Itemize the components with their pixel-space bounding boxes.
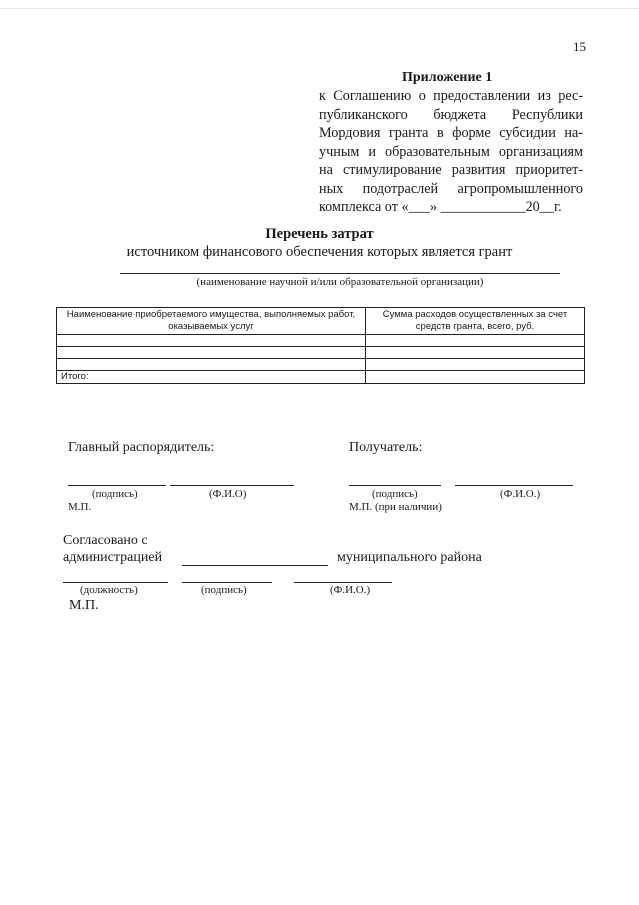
recipient-label: Получатель: xyxy=(349,440,423,455)
table-total-row xyxy=(57,371,585,384)
appendix-line: к Соглашению о предоставлении из рес- xyxy=(319,88,583,104)
table-header-row xyxy=(57,308,585,335)
recipient-fio-caption: (Ф.И.О.) xyxy=(500,488,541,500)
position-line xyxy=(63,582,168,583)
appendix-line: учным и образовательным организациям xyxy=(319,143,583,160)
chief-signature-line xyxy=(68,485,166,486)
appendix-line: Мордовия гранта в форме субсидии на- xyxy=(319,125,583,141)
agreed-district: муниципального района xyxy=(337,550,482,565)
appendix-text xyxy=(319,87,583,217)
appendix-line: ных подотраслей агропромышленного xyxy=(319,180,583,197)
table-row xyxy=(57,347,585,359)
chief-label: Главный распорядитель: xyxy=(68,440,215,455)
organization-name-caption: (наименование научной и/или образовательной организации) xyxy=(196,276,484,288)
table-row xyxy=(57,359,585,371)
agreed-administration: администрацией xyxy=(63,550,163,565)
chief-stamp: М.П. xyxy=(68,501,92,513)
appendix-title: Приложение 1 xyxy=(402,70,493,85)
agreed-fio-caption: (Ф.И.О.) xyxy=(330,584,371,596)
chief-signature-caption: (подпись) xyxy=(92,488,138,500)
recipient-signature-line xyxy=(349,485,441,486)
agreed-stamp: М.П. xyxy=(69,598,99,613)
page-top-edge xyxy=(0,8,639,9)
recipient-signature-caption: (подпись) xyxy=(372,488,418,500)
header-items: Наименование приобретаемого имущества, выполняемых работ, оказываемых услуг xyxy=(57,308,366,335)
recipient-stamp: М.П. (при наличии) xyxy=(349,501,442,513)
organization-name-line xyxy=(120,273,560,274)
costs-table xyxy=(56,307,585,384)
chief-fio-caption: (Ф.И.О) xyxy=(209,488,247,500)
appendix-line: комплекса от «___» ____________20__г. xyxy=(319,199,562,215)
header-amount: Сумма расходов осуществленных за счет средств гранта, всего, руб. xyxy=(366,308,585,335)
agreed-signature-line xyxy=(182,582,272,583)
list-title: Перечень затрат xyxy=(265,226,374,242)
list-subtitle: источником финансового обеспечения которых является грант xyxy=(126,244,513,260)
agreed-fio-line xyxy=(294,582,392,583)
appendix-line: публиканского бюджета Республики xyxy=(319,106,583,123)
total-label: Итого: xyxy=(57,371,366,384)
municipality-name-line xyxy=(182,565,328,566)
appendix-line: на стимулирование развития приоритет- xyxy=(319,162,583,178)
recipient-fio-line xyxy=(455,485,573,486)
agreed-signature-caption: (подпись) xyxy=(201,584,247,596)
agreed-label: Согласовано с xyxy=(63,533,148,548)
chief-fio-line xyxy=(170,485,294,486)
page-number: 15 xyxy=(573,39,586,54)
table-row xyxy=(57,335,585,347)
position-caption: (должность) xyxy=(80,584,138,596)
